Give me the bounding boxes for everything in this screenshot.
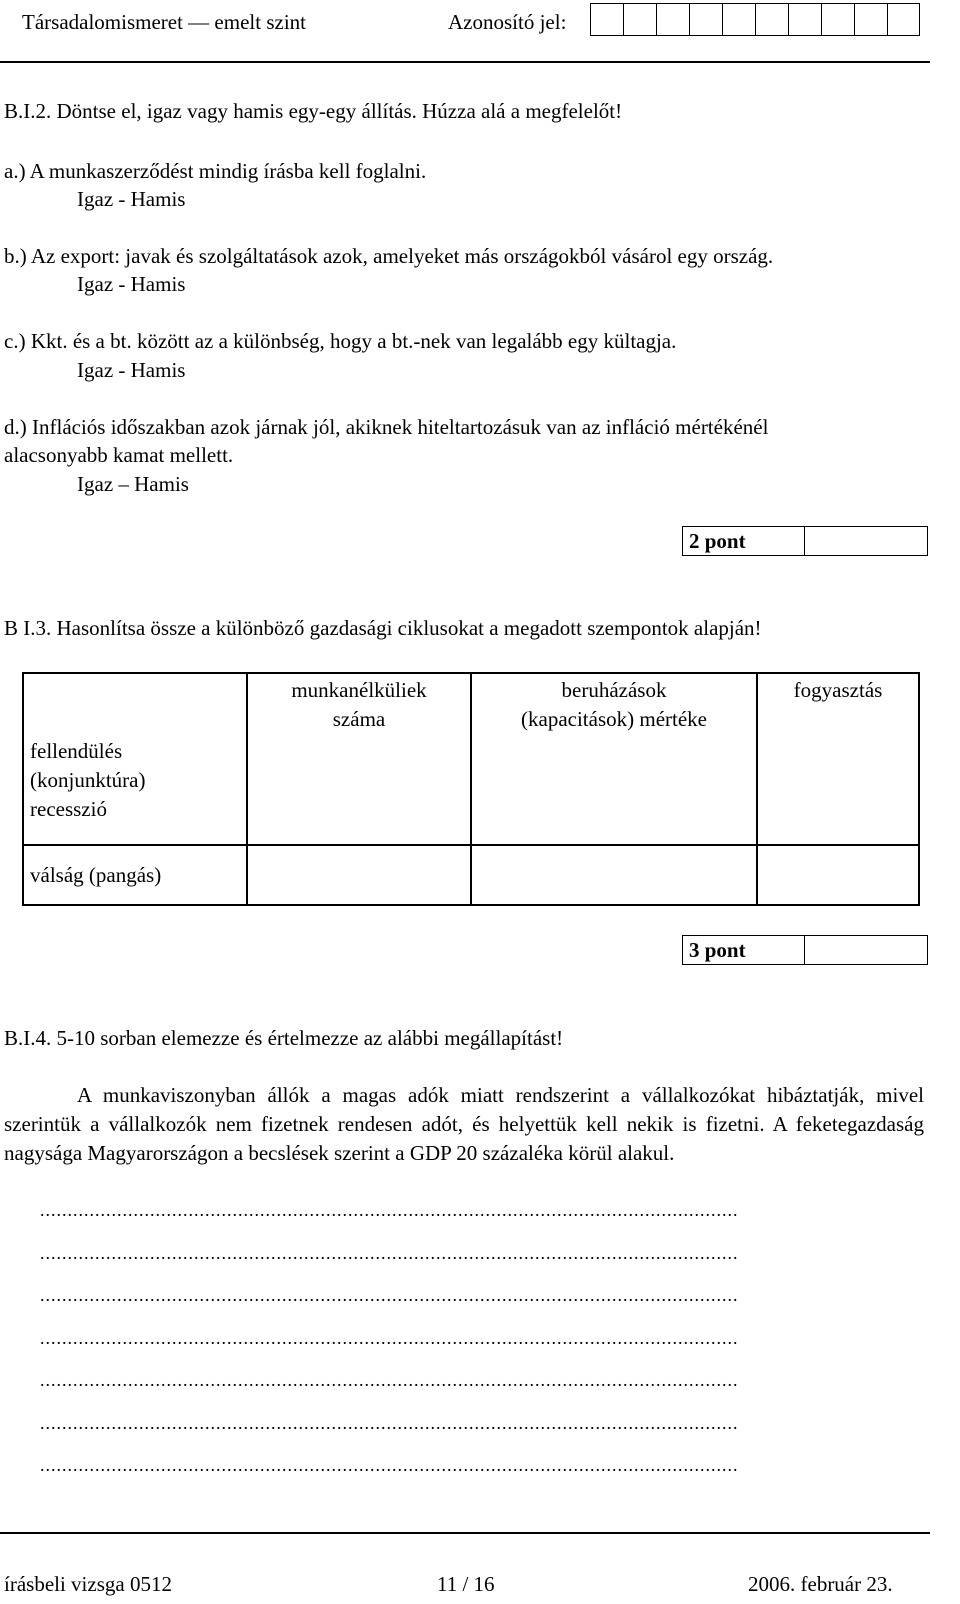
footer-date: 2006. február 23. bbox=[748, 1572, 893, 1596]
q2-c-answer[interactable]: Igaz - Hamis bbox=[77, 358, 186, 382]
header-subject: Társadalomismeret — emelt szint bbox=[22, 10, 306, 34]
footer-page: 11 / 16 bbox=[437, 1572, 495, 1596]
row-crisis-cell bbox=[23, 845, 247, 905]
answer-line[interactable]: ............................................................................................................................... bbox=[40, 1243, 739, 1263]
q4-title: B.I.4. 5-10 sorban elemezze és értelmezze az alábbi megállapítást! bbox=[4, 1026, 564, 1050]
answer-line[interactable]: ............................................................................................................................... bbox=[40, 1413, 739, 1433]
cycle-table bbox=[22, 672, 920, 906]
q3-title: B I.3. Hasonlítsa össze a különböző gazdasági ciklusokat a megadott szempontok alapján! bbox=[4, 616, 762, 640]
col-header-investment: beruházások (kapacitások) mértéke bbox=[521, 678, 707, 731]
col-investment-cell[interactable] bbox=[471, 673, 757, 845]
answer-line[interactable]: ............................................................................................................................... bbox=[40, 1455, 739, 1475]
q2-points-field[interactable] bbox=[805, 527, 927, 555]
row-label-recession: recesszió bbox=[30, 797, 107, 821]
col-header-consumption: fogyasztás bbox=[793, 678, 883, 702]
id-boxes[interactable] bbox=[590, 3, 920, 36]
answer-line[interactable]: ............................................................................................................................... bbox=[40, 1370, 739, 1390]
q4-statement: A munkaviszonyban állók a magas adók miatt rendszerint a vállalkozókat hibáztatják, mivel szerintük a vállalkozók nem fizetnek rendesen adót, és helyettük kell nekik is fizetni. A feketegazdaság nagysága Magyarországon a becslések szerint a GDP 20 százaléka körül alakul. bbox=[4, 1083, 924, 1165]
q2-b-answer[interactable]: Igaz - Hamis bbox=[77, 272, 186, 296]
answer-cell[interactable] bbox=[247, 845, 471, 905]
header-id-label: Azonosító jel: bbox=[448, 10, 567, 34]
q2-a-answer[interactable]: Igaz - Hamis bbox=[77, 187, 186, 211]
col-header-unemployment: munkanélküliek száma bbox=[291, 678, 427, 731]
col-consumption-cell[interactable] bbox=[757, 673, 919, 845]
header-rule bbox=[0, 61, 930, 63]
answer-line[interactable]: ............................................................................................................................... bbox=[40, 1328, 739, 1348]
q2-title: B.I.2. Döntse el, igaz vagy hamis egy-egy állítás. Húzza alá a megfelelőt! bbox=[4, 99, 623, 123]
q2-d-line2: alacsonyabb kamat mellett. bbox=[4, 443, 234, 467]
row-label-crisis: válság (pangás) bbox=[30, 862, 162, 887]
row-label-cell bbox=[23, 673, 247, 845]
footer-rule bbox=[0, 1532, 930, 1534]
q2-b: b.) Az export: javak és szolgáltatások azok, amelyeket más országokból vásárol egy ország. bbox=[4, 244, 774, 268]
q3-points-field[interactable] bbox=[805, 936, 927, 964]
q2-d-line1: d.) Inflációs időszakban azok járnak jól, akiknek hiteltartozásuk van az infláció mértékénél bbox=[4, 415, 769, 439]
q3-points-box bbox=[682, 935, 928, 965]
answer-line[interactable]: ............................................................................................................................... bbox=[40, 1285, 739, 1305]
col-unemployment-cell[interactable] bbox=[247, 673, 471, 845]
q3-points-label: 3 pont bbox=[683, 936, 805, 964]
q2-d-answer[interactable]: Igaz – Hamis bbox=[77, 472, 189, 496]
row-label-boom: fellendülés (konjunktúra) bbox=[30, 739, 146, 792]
answer-cell[interactable] bbox=[757, 845, 919, 905]
answer-cell[interactable] bbox=[471, 845, 757, 905]
q2-a: a.) A munkaszerződést mindig írásba kell foglalni. bbox=[4, 159, 427, 183]
footer-exam: írásbeli vizsga 0512 bbox=[4, 1572, 172, 1596]
q2-points-box bbox=[682, 526, 928, 556]
q2-c: c.) Kkt. és a bt. között az a különbség, hogy a bt.-nek van legalább egy kültagja. bbox=[4, 329, 677, 353]
q2-points-label: 2 pont bbox=[683, 527, 805, 555]
answer-line[interactable]: ............................................................................................................................... bbox=[40, 1200, 739, 1220]
